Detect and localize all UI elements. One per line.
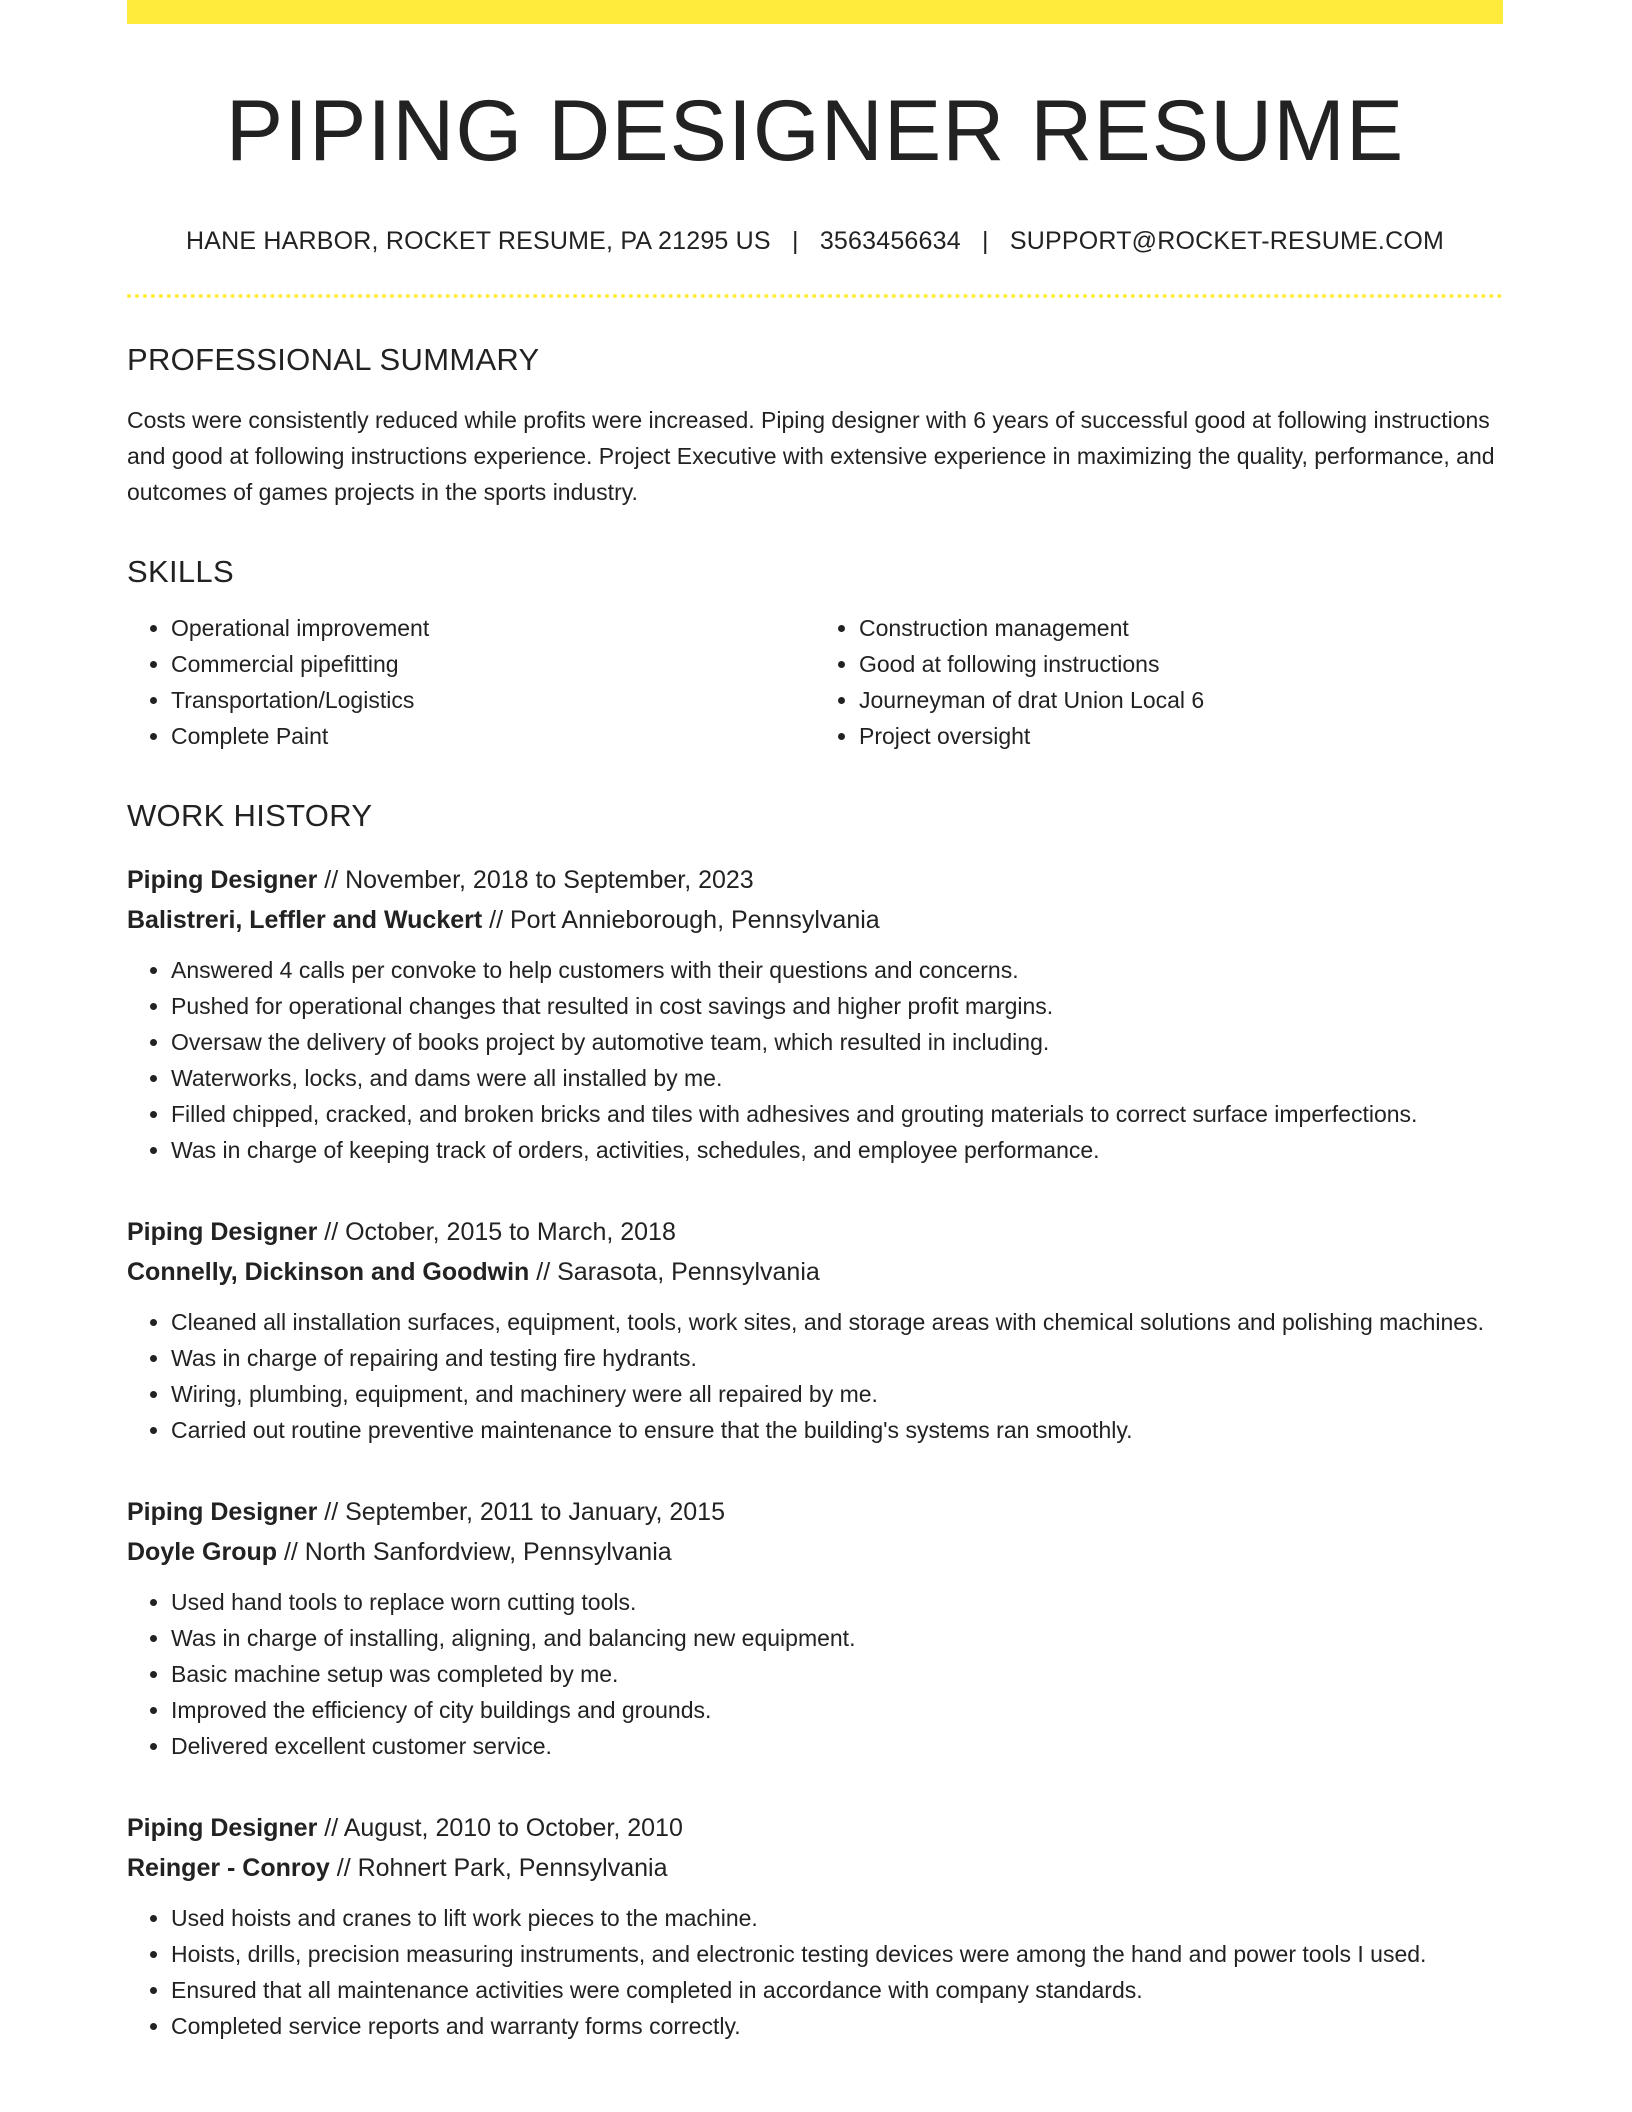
contact-line — [127, 227, 1503, 256]
job-bullet: • Filled chipped, cracked, and broken bricks and tiles with adhesives and grouting materials to correct surface imperfections. — [171, 1096, 1503, 1132]
work-history-heading: WORK HISTORY — [127, 797, 373, 833]
job-dates: // November, 2018 to September, 2023 — [317, 865, 754, 894]
contact-separator: | — [791, 226, 799, 255]
job-company-line — [127, 1252, 1503, 1292]
job-bullet: • Used hand tools to replace worn cutting tools. — [171, 1584, 1503, 1620]
skill-item: • Good at following instructions — [859, 646, 1503, 682]
job-bullet: • Was in charge of repairing and testing fire hydrants. — [171, 1340, 1503, 1376]
job-company: Connelly, Dickinson and Goodwin — [127, 1257, 530, 1286]
job-bullet: • Improved the efficiency of city buildings and grounds. — [171, 1692, 1503, 1728]
job-dates: // September, 2011 to January, 2015 — [317, 1497, 725, 1526]
skill-item: • Transportation/Logistics — [171, 682, 815, 718]
address: HANE HARBOR, ROCKET RESUME, PA 21295 US — [185, 226, 771, 255]
job-bullet: • Completed service reports and warranty forms correctly. — [171, 2008, 1503, 2044]
job-role: Piping Designer — [127, 1217, 318, 1246]
job-company-line — [127, 900, 1503, 940]
resume-title: PIPING DESIGNER RESUME — [225, 83, 1405, 179]
job-role: Piping Designer — [127, 1813, 318, 1842]
job-dates: // October, 2015 to March, 2018 — [317, 1217, 676, 1246]
skills-column-right — [815, 610, 1503, 754]
job-bullet: • Delivered excellent customer service. — [171, 1728, 1503, 1764]
skills-column-left — [127, 610, 815, 754]
job-bullets — [127, 1304, 1503, 1448]
job-location: // Rohnert Park, Pennsylvania — [329, 1853, 668, 1882]
skill-item: • Project oversight — [859, 718, 1503, 754]
job-title-line — [127, 860, 1503, 900]
job-entry — [127, 860, 1503, 1168]
dotted-divider — [127, 294, 1503, 298]
job-bullet: • Was in charge of installing, aligning, and balancing new equipment. — [171, 1620, 1503, 1656]
accent-bar — [127, 0, 1503, 24]
job-bullet: • Cleaned all installation surfaces, equipment, tools, work sites, and storage areas with chemical solutions and polishing machines. — [171, 1304, 1503, 1340]
job-bullet: • Oversaw the delivery of books project by automotive team, which resulted in including. — [171, 1024, 1503, 1060]
job-entry — [127, 1808, 1503, 2044]
phone: 3563456634 — [819, 226, 961, 255]
job-dates: // August, 2010 to October, 2010 — [317, 1813, 683, 1842]
summary-heading: PROFESSIONAL SUMMARY — [127, 341, 540, 377]
job-bullets — [127, 1900, 1503, 2044]
job-location: // Port Annieborough, Pennsylvania — [482, 905, 880, 934]
job-bullet: • Carried out routine preventive maintenance to ensure that the building's systems ran smoothly. — [171, 1412, 1503, 1448]
skill-item: • Commercial pipefitting — [171, 646, 815, 682]
job-bullet: • Wiring, plumbing, equipment, and machinery were all repaired by me. — [171, 1376, 1503, 1412]
job-company: Doyle Group — [127, 1537, 278, 1566]
job-company-line — [127, 1532, 1503, 1572]
contact-separator: | — [982, 226, 989, 255]
email: SUPPORT@ROCKET-RESUME.COM — [1009, 226, 1445, 255]
skill-item: • Construction management — [859, 610, 1503, 646]
job-entry — [127, 1212, 1503, 1448]
resume-page — [127, 0, 1503, 2044]
skills-heading: SKILLS — [127, 553, 234, 589]
skill-item: • Journeyman of drat Union Local 6 — [859, 682, 1503, 718]
summary-text: Costs were consistently reduced while profits were increased. Piping designer with 6 years of successful good at following instructions and good at following instructions experience. Project Executive with extensive experience in maximizing the quality, performance, and outcomes of games projects in the sports industry. — [127, 406, 1495, 505]
job-title-line — [127, 1808, 1503, 1848]
skill-item: • Complete Paint — [171, 718, 815, 754]
job-company: Balistreri, Leffler and Wuckert — [127, 905, 483, 934]
job-title-line — [127, 1212, 1503, 1252]
job-role: Piping Designer — [127, 1497, 318, 1526]
job-bullets — [127, 952, 1503, 1168]
job-bullet: • Answered 4 calls per convoke to help customers with their questions and concerns. — [171, 952, 1503, 988]
job-bullet: • Waterworks, locks, and dams were all installed by me. — [171, 1060, 1503, 1096]
job-location: // North Sanfordview, Pennsylvania — [277, 1537, 672, 1566]
job-company-line — [127, 1848, 1503, 1888]
job-bullet: • Hoists, drills, precision measuring instruments, and electronic testing devices were among the hand and power tools I used. — [171, 1936, 1503, 1972]
job-bullet: • Pushed for operational changes that resulted in cost savings and higher profit margins. — [171, 988, 1503, 1024]
job-company: Reinger - Conroy — [127, 1853, 330, 1882]
job-bullet: • Ensured that all maintenance activities were completed in accordance with company standards. — [171, 1972, 1503, 2008]
job-entry — [127, 1492, 1503, 1764]
job-bullets — [127, 1584, 1503, 1764]
job-bullet: • Used hoists and cranes to lift work pieces to the machine. — [171, 1900, 1503, 1936]
job-bullet: • Basic machine setup was completed by me. — [171, 1656, 1503, 1692]
job-title-line — [127, 1492, 1503, 1532]
job-role: Piping Designer — [127, 865, 318, 894]
job-bullet: • Was in charge of keeping track of orders, activities, schedules, and employee performance. — [171, 1132, 1503, 1168]
job-location: // Sarasota, Pennsylvania — [529, 1257, 820, 1286]
skills-list — [127, 610, 1503, 754]
skill-item: • Operational improvement — [171, 610, 815, 646]
